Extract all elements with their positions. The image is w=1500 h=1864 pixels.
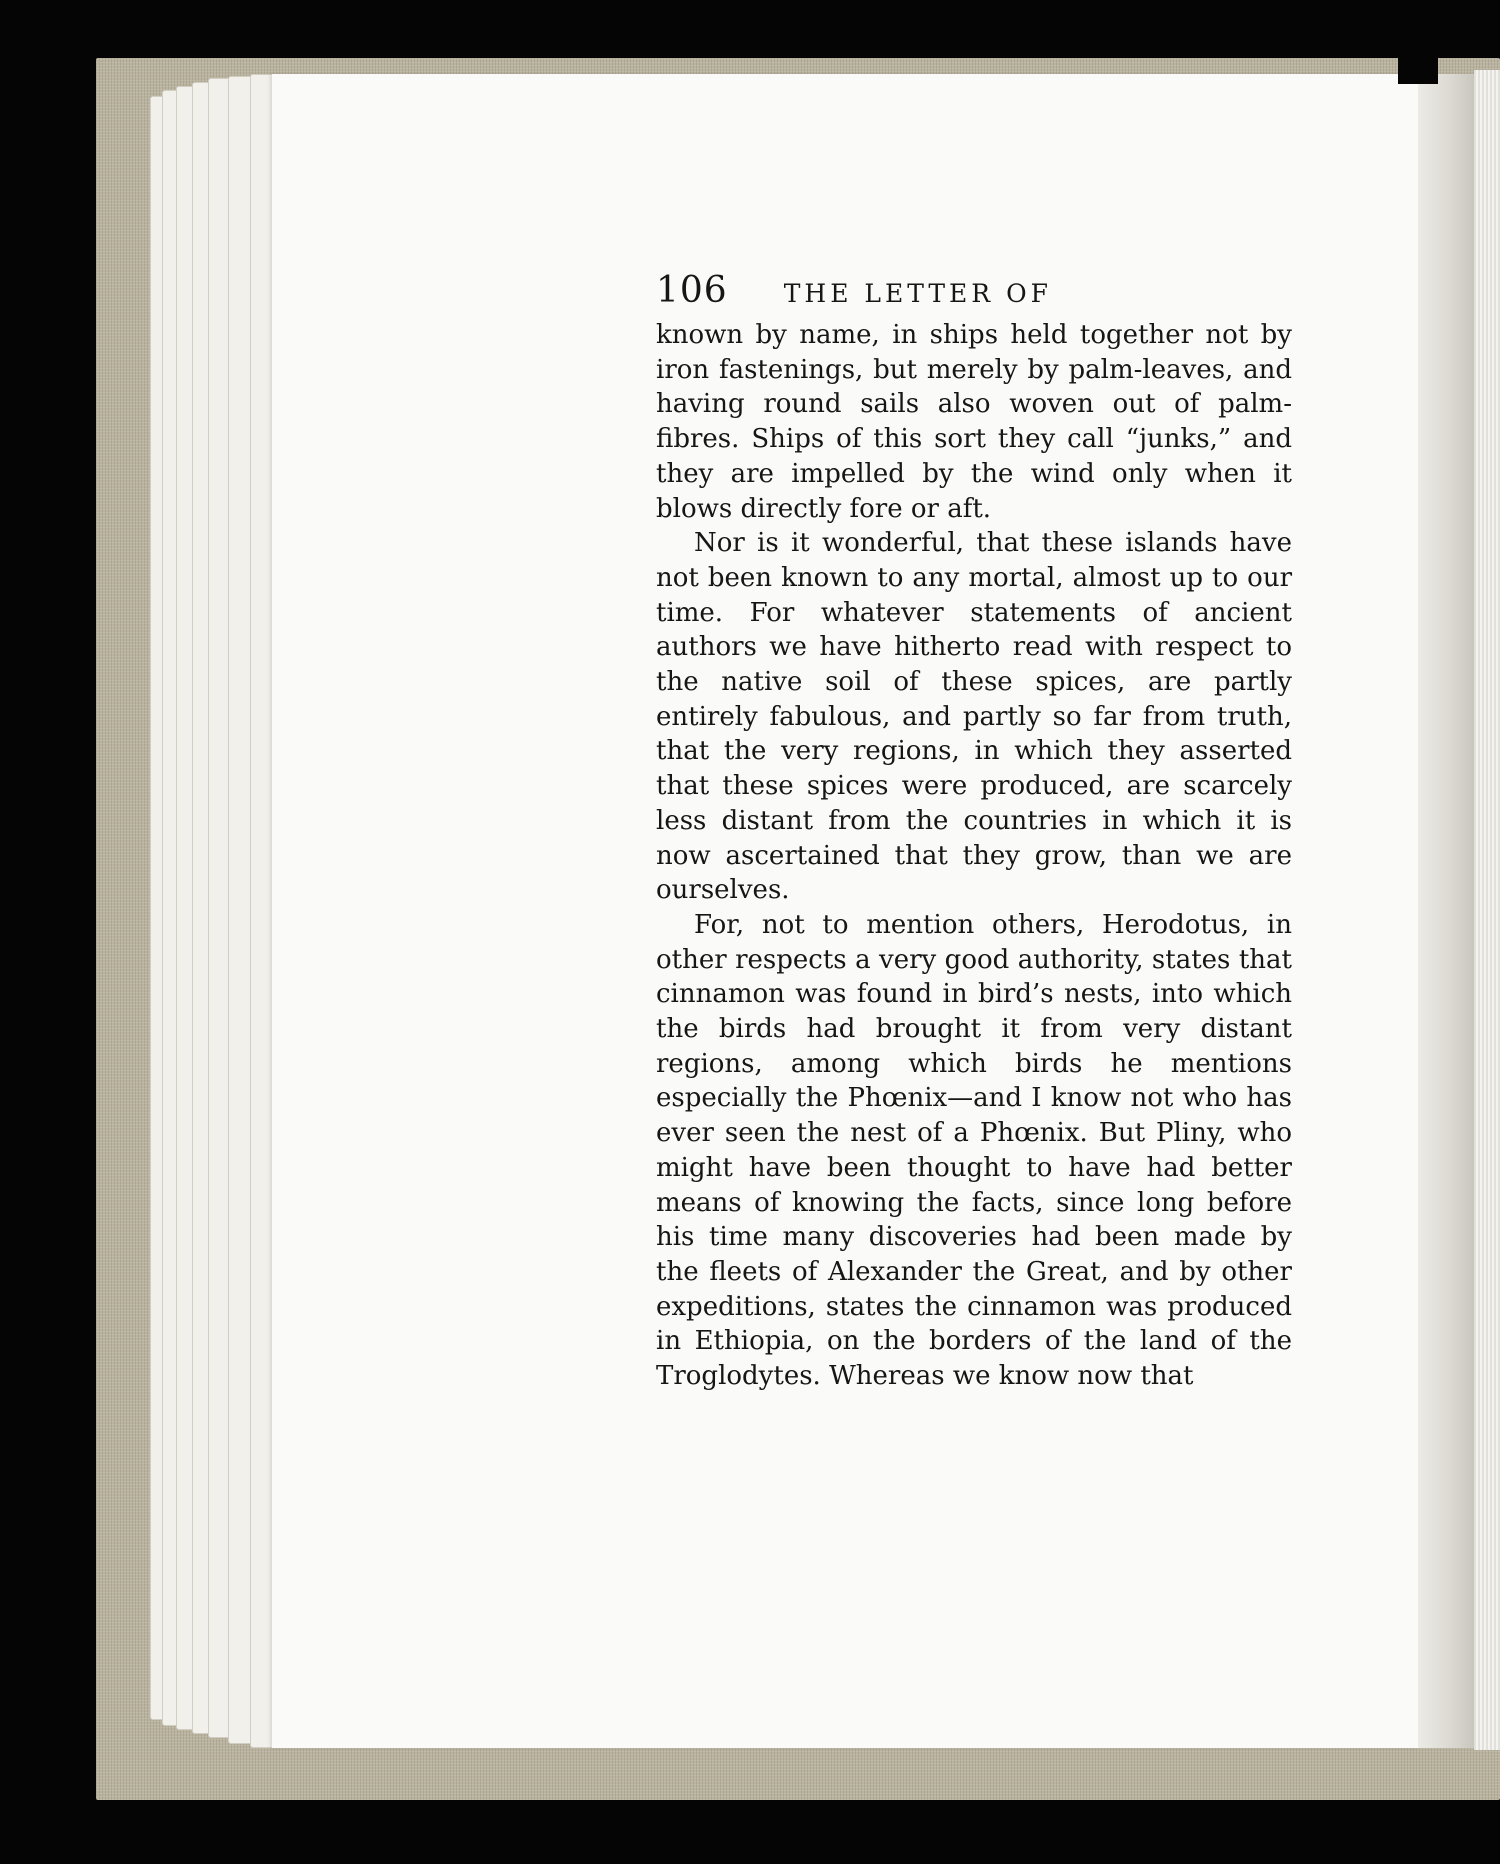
paragraph: For, not to mention others, Herodotus, in other respects a very good authority, states that cinnamon was found in bird’s nests, into which the birds had brought it from very distant regions, among which birds he mentions especially the Phœnix—and I know not who has ever seen the nest of a Phœnix. But Pliny, who might have been thought to have had better means of knowing the facts, since long before his time many discoveries had been made by the fleets of Alexander the Great, and by other expeditions, states the cinnamon was produced in Ethiopia, on the borders of the land of the Troglodytes. Whereas we know now that [656, 909, 1292, 1392]
page-header [656, 270, 1296, 314]
page-gutter [1418, 74, 1474, 1748]
paragraph: known by name, in ships held together not by iron fastenings, but merely by palm-leaves, and having round sails also woven out of palm-fibres. Ships of this sort they call “junks,” and they are impelled by the wind only when it blows directly fore or aft. [656, 320, 1292, 524]
paragraph: Nor is it wonderful, that these islands have not been known to any mortal, almost up to our time. For whatever statements of ancient authors we have hitherto read with respect to the native soil of these spices, are partly entirely fabulous, and partly so far from truth, that the very regions, in which they asserted that these spices were produced, are scarcely less distant from the countries in which it is now ascertained that they grow, than we are ourselves. [656, 528, 1292, 906]
running-head: THE LETTER OF [783, 279, 1052, 308]
corner-shadow [1398, 44, 1438, 84]
page-number: 106 [656, 270, 728, 311]
body-text [656, 318, 1292, 1394]
facing-page-edge [1474, 70, 1500, 1750]
